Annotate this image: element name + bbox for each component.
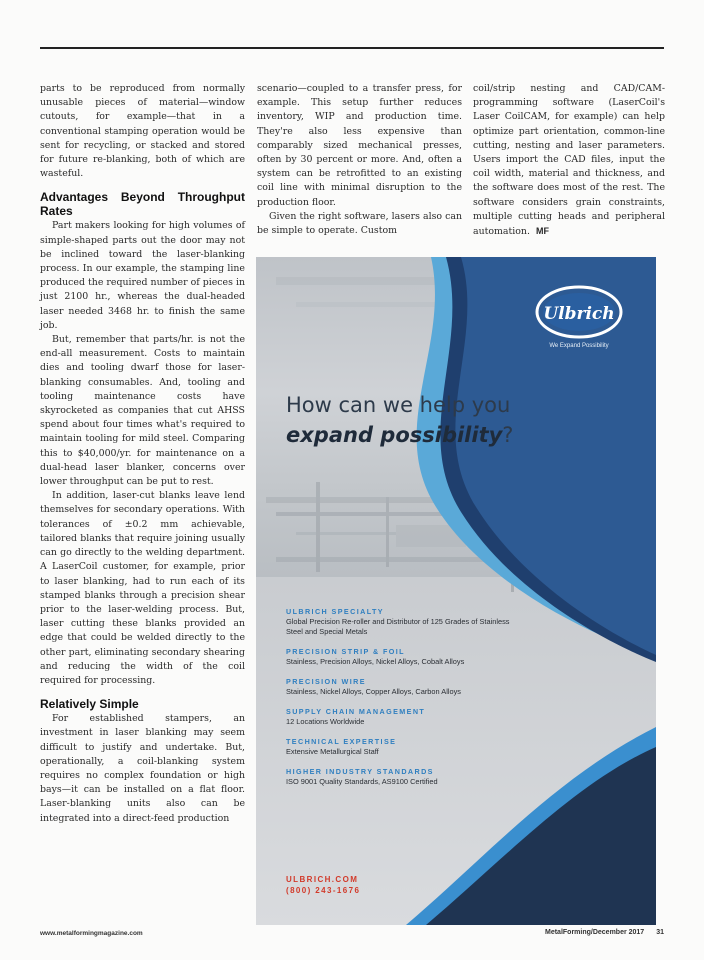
end-mark: MF [535, 226, 549, 237]
article-paragraph: But, remember that parts/hr. is not the end-all measurement. Costs to maintain dies and tooling dwarf those for laser-blanking consumables. And, tooling and tooling maintenance costs have skyrocketed as companies that cut AHSS spend about four times what's required to maintain tooling for mild steel. Comparing this to $40,000/yr. for maintenance on a dual-head laser blanker, concerns over lower throughput can be put to rest. [40, 334, 245, 488]
service-title: PRECISION WIRE [286, 677, 366, 686]
logo-text: Ulbrich [543, 304, 615, 324]
article-column-1 [40, 82, 245, 826]
service-description: 12 Locations Worldwide [286, 717, 365, 726]
service-description: Extensive Metallurgical Staff [286, 747, 379, 756]
service-title: PRECISION STRIP & FOIL [286, 647, 405, 656]
article-paragraph: Given the right software, lasers also can be simple to operate. Custom [257, 210, 462, 237]
ulbrich-logo [535, 284, 623, 344]
ad-headline: How can we help you [286, 393, 511, 417]
ad-headline-bold: expand possibility [286, 423, 503, 447]
ad-headline-mark: ? [502, 423, 514, 447]
section-heading: Advantages Beyond Throughput Rates [40, 190, 245, 219]
ad-contact [286, 874, 360, 896]
ad-website-link[interactable]: ULBRICH.COM [286, 875, 359, 884]
service-description: Stainless, Precision Alloys, Nickel Alloys, Cobalt Alloys [286, 657, 465, 666]
article-paragraph [473, 82, 665, 239]
ad-tagline: We Expand Possibility [549, 343, 609, 349]
footer-website[interactable]: www.metalformingmagazine.com [40, 930, 143, 937]
service-title: SUPPLY CHAIN MANAGEMENT [286, 707, 426, 716]
service-description: Global Precision Re-roller and Distributor of 125 Grades of Stainless Steel and Special Metals [286, 617, 510, 636]
footer-magazine: MetalForming/December 2017 [545, 929, 645, 936]
service-title: ULBRICH SPECIALTY [286, 607, 384, 616]
service-description: Stainless, Nickel Alloys, Copper Alloys, Carbon Alloys [286, 687, 461, 696]
ad-services-list [286, 607, 516, 797]
service-title: HIGHER INDUSTRY STANDARDS [286, 767, 434, 776]
article-paragraph: parts to be reproduced from normally unusable pieces of material—window cutouts, for example—that in a conventional stamping operation would be sent for recycling, or stacked and stored for future re-blanking, both of which are wasteful. [40, 83, 245, 180]
article-column-3 [473, 82, 665, 239]
section-heading: Relatively Simple [40, 697, 139, 712]
ad-phone: (800) 243-1676 [286, 886, 361, 895]
article-paragraph: Part makers looking for high volumes of simple-shaped parts out the door may not be inclined toward the laser-blanking process. In our example, the stamping line produced the required number of pieces in just 2100 hr., whereas the dual-headed laser needed 3468 hr. to finish the same job. [40, 220, 245, 331]
article-paragraph: For established stampers, an investment in laser blanking may seem difficult to justify and undertake. But, operationally, a coil-blanking system requires no complex foundation or high bays—it can be installed on a flat floor. Laser-blanking units also can be integrated into a direct-feed production [40, 713, 245, 824]
ad-headline-emphasis [286, 423, 513, 447]
ad-graphics [256, 257, 656, 925]
top-rule [40, 47, 664, 49]
page-number: 31 [656, 929, 664, 936]
article-column-2 [257, 82, 462, 238]
footer-info [533, 929, 664, 936]
article-text: coil/strip nesting and CAD/CAM-programming software (LaserCoil's Laser CoilCAM, for example) can help optimize part orientation, common-line cutting, nesting and laser parameters. Users import the CAD files, input the coil width, material and thickness, and the software does most of the rest. The software considers grain constraints, multiple cutting heads and peripheral automation. [473, 83, 665, 238]
article-paragraph: In addition, laser-cut blanks leave lend themselves for secondary operations. With tolerances of ±0.2 mm achievable, tailored blanks that require joining usually can go directly to the welding department. A LaserCoil customer, for example, prior to laser blanking, had to run each of its stamped blanks through a precision shear prior to the laser-welding process. But, laser cutting these blanks provided an edge that could be welded directly to the other part, eliminating secondary shearing and reducing the width of the coil required for processing. [40, 490, 245, 686]
article-paragraph: scenario—coupled to a transfer press, for example. This setup further reduces inventory, WIP and production time. They're also less expensive than comparably sized mechanical presses, often by 30 percent or more. And, often a system can be retrofitted to an existing coil line with minimal disruption to the production floor. [257, 83, 462, 208]
service-description: ISO 9001 Quality Standards, AS9100 Certified [286, 777, 438, 786]
ulbrich-advertisement[interactable] [256, 257, 656, 925]
service-title: TECHNICAL EXPERTISE [286, 737, 397, 746]
